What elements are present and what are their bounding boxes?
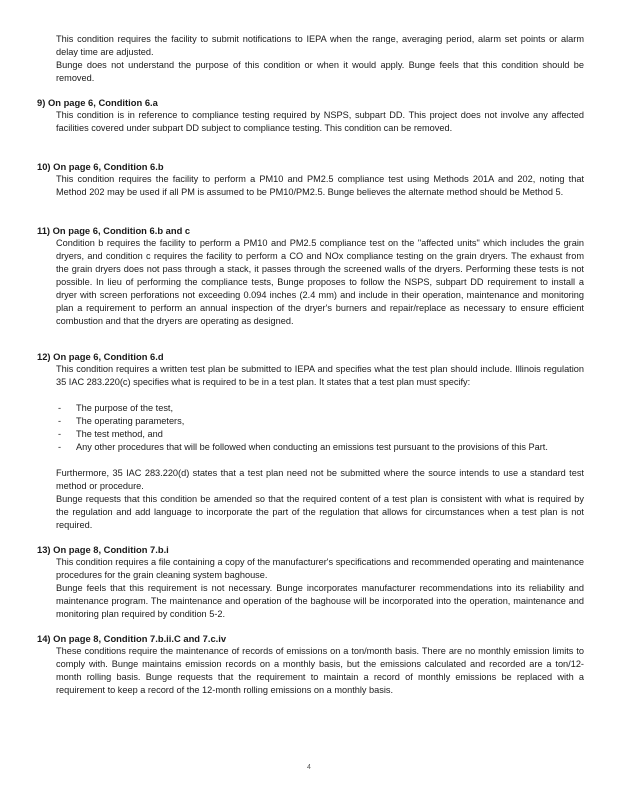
document-page: This condition requires the facility to submit notifications to IEPA when the range, averaging period, alarm set points or alarm delay time are adjusted. Bunge does not understand the purpose of this condition or when it would apply. Bunge feels that this condition should be removed. 9) On page 6, Condition 6.a This condition is in reference to compliance testing required by NSPS, subpart DD. This project does not involve any affected facilities covered under subpart DD subject to compliance testing. This condition can be removed. 10) On page 6, Condition 6.b This condition requires the facility to perform a PM10 and PM2.5 compliance test using Methods 201A and 202, noting that Method 202 may be used if all PM is assumed to be PM10/PM2.5. Bunge believes the alternate method should be Method 5. 11) On page 6, Condition 6.b and c Condition b requires the facility to perform a PM10 and PM2.5 compliance test on the "affected units" which includes the grain dryers, and condition c requires the facility to perform a CO and NOx compliance testing on the grain dryers. The exhaust from the grain dryers does not pass through a stack, it passes through the screened walls of the dryers. Performing these tests is not possible. In lieu of performing the compliance tests, Bunge proposes to follow the NSPS, subpart DD requirement to install a dryer with screen perforations not exceeding 0.094 inches (2.4 mm) and include in their operation, maintenance and monitoring plan a requirement to perform an annual inspection of the dryer's burners and repair/replace as necessary to ensure efficient combustion and that the dryers are operating as designed. 12) On page 6, Condition 6.d This condition requires a written test plan be submitted to IEPA and specifies what the test plan should include. Illinois regulation 35 IAC 283.220(c) specifies what is required to be in a test plan. It states that a test plan must specify: - The purpose of the test, - The operating parameters, - The test method, and - Any other procedures that will be followed when conducting an emissions test pursuant to the provisions of this Part. Furthermore, 35 IAC 283.220(d) states that a test plan need not be submitted where the source intends to use a standard test method or procedure. Bunge requests that this condition be amended so that the required content of a test plan is consistent with what is required by the regulation and add language to incorporate the part of the regulation that allows for circumstances when a test plan is not required. 13) On page 8, Condition 7.b.i This condition requires a file containing a copy of the manufacturer's specifications and recommended operating and maintenance procedures for the grain cleaning system baghouse. Bunge feels that this requirement is not necessary. Bunge incorporates manufacturer recommendations into its reliability and maintenance program. The maintenance and operation of the baghouse will be incorporated into the operation, maintenance and monitoring plan required by condition 5-2. 14) On page 8, Condition 7.b.ii.C and 7.c.iv These conditions require the maintenance of records of emissions on a ton/month basis. There are no monthly emission limits to comply with. Bunge maintains emission records on a monthly basis, but the emissions calculated and recorded are a ton/12-month rolling basis. Bunge requests that the requirement to maintain a record of monthly emissions be replaced with a requirement to keep a record of the 12-month rolling emissions on a monthly basis. 4 — [0, 0, 618, 800]
paragraph: Bunge requests that this condition be amended so that the required content of a test plan is consistent with what is required by the regulation and add language to incorporate the part of the regulation that allows for circumstances when a test plan is not required. — [56, 494, 584, 530]
paragraph: Bunge feels that this requirement is not necessary. Bunge incorporates manufacturer recommendations into its reliability and maintenance program. The maintenance and operation of the baghouse will be incorporated into the operation, maintenance and monitoring plan required by condition 5-2. — [56, 583, 584, 619]
section-heading: 14) On page 8, Condition 7.b.ii.C and 7.c.iv — [37, 633, 227, 644]
section-heading: 9) On page 6, Condition 6.a — [37, 97, 158, 108]
section-heading: 10) On page 6, Condition 6.b — [37, 161, 164, 172]
paragraph: This condition requires a file containing a copy of the manufacturer's specifications and recommended operating and maintenance procedures for the grain cleaning system baghouse. — [56, 557, 584, 580]
paragraph: This condition requires a written test plan be submitted to IEPA and specifies what the test plan should include. Illinois regulation 35 IAC 283.220(c) specifies what is required to be in a test plan. It states that a test plan must specify: — [56, 364, 584, 387]
section-heading: 12) On page 6, Condition 6.d — [37, 351, 164, 362]
section-heading: 11) On page 6, Condition 6.b and c — [37, 225, 191, 236]
paragraph: This condition requires the facility to perform a PM10 and PM2.5 compliance test using Methods 201A and 202, noting that Method 202 may be used if all PM is assumed to be PM10/PM2.5. Bunge believes the alternate method should be Method 5. — [56, 174, 584, 197]
paragraph: Condition b requires the facility to perform a PM10 and PM2.5 compliance test on the "affected units" which includes the grain dryers, and condition c requires the facility to perform a CO and NOx compliance testing on the grain dryers. The exhaust from the grain dryers does not pass through a stack, it passes through the screened walls of the dryers. Performing these tests is not possible. In lieu of performing the compliance tests, Bunge proposes to follow the NSPS, subpart DD requirement to install a dryer with screen perforations not exceeding 0.094 inches (2.4 mm) and include in their operation, maintenance and monitoring plan a requirement to perform an annual inspection of the dryer's burners and repair/replace as necessary to ensure efficient combustion and that the dryers are operating as designed. — [56, 238, 584, 326]
paragraph: This condition is in reference to compliance testing required by NSPS, subpart DD. This project does not involve any affected facilities covered under subpart DD subject to compliance testing. This condition can be removed. — [56, 110, 584, 133]
paragraph: This condition requires the facility to submit notifications to IEPA when the range, averaging period, alarm set points or alarm delay time are adjusted. — [56, 34, 584, 57]
section-heading: 13) On page 8, Condition 7.b.i — [37, 544, 169, 555]
paragraph: Bunge does not understand the purpose of this condition or when it would apply. Bunge feels that this condition should be removed. — [56, 60, 584, 83]
paragraph: Furthermore, 35 IAC 283.220(d) states that a test plan need not be submitted where the source intends to use a standard test method or procedure. — [56, 468, 584, 491]
paragraph: These conditions require the maintenance of records of emissions on a ton/month basis. There are no monthly emission limits to comply with. Bunge maintains emission records on a monthly basis, but the emissions calculated and recorded are a ton/12-month rolling basis. Bunge requests that the requirement to maintain a record of monthly emissions be replaced with a requirement to keep a record of the 12-month rolling emissions on a monthly basis. — [56, 646, 584, 695]
page-number: 4 — [307, 764, 311, 771]
